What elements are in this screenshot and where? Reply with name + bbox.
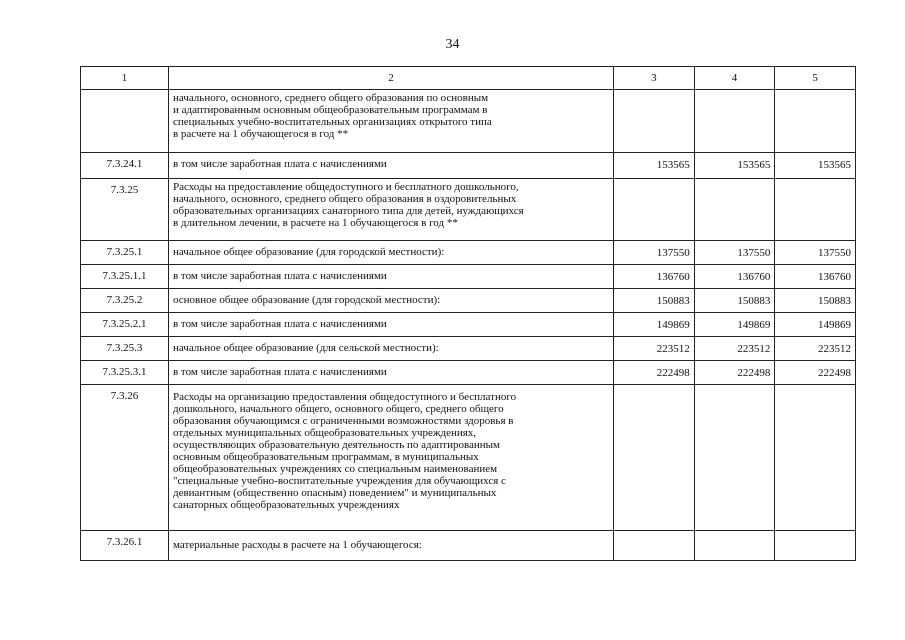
row-value-3: 137550 <box>614 241 695 265</box>
row-value-5 <box>775 179 856 241</box>
row-value-5: 222498 <box>775 361 856 385</box>
row-number: 7.3.26 <box>81 385 169 531</box>
header-col-4: 4 <box>694 67 775 90</box>
row-number: 7.3.25.3.1 <box>81 361 169 385</box>
row-value-3: 150883 <box>614 289 695 313</box>
row-value-4: 222498 <box>694 361 775 385</box>
row-number: 7.3.25.2.1 <box>81 313 169 337</box>
row-value-3: 136760 <box>614 265 695 289</box>
table-row <box>81 313 856 337</box>
row-number: 7.3.25.2 <box>81 289 169 313</box>
header-col-2: 2 <box>168 67 613 90</box>
table-row <box>81 385 856 531</box>
row-value-5: 149869 <box>775 313 856 337</box>
row-value-4 <box>694 90 775 153</box>
row-description: основное общее образование (для городской местности): <box>168 289 613 313</box>
row-value-3 <box>614 90 695 153</box>
row-value-4: 153565 <box>694 153 775 179</box>
row-number: 7.3.25.3 <box>81 337 169 361</box>
row-value-3 <box>614 179 695 241</box>
row-number <box>81 90 169 153</box>
table-row <box>81 531 856 561</box>
row-description: в том числе заработная плата с начислениями <box>168 265 613 289</box>
row-value-3: 223512 <box>614 337 695 361</box>
row-number: 7.3.24.1 <box>81 153 169 179</box>
table-row <box>81 90 856 153</box>
row-number: 7.3.26.1 <box>81 531 169 561</box>
row-description: в том числе заработная плата с начислениями <box>168 361 613 385</box>
row-value-3 <box>614 531 695 561</box>
header-col-5: 5 <box>775 67 856 90</box>
row-description: в том числе заработная плата с начислениями <box>168 313 613 337</box>
table-row <box>81 179 856 241</box>
table-row <box>81 153 856 179</box>
row-value-4 <box>694 179 775 241</box>
row-number: 7.3.25.1 <box>81 241 169 265</box>
row-description: начальное общее образование (для городской местности): <box>168 241 613 265</box>
row-value-3: 222498 <box>614 361 695 385</box>
row-value-5 <box>775 90 856 153</box>
table-row <box>81 361 856 385</box>
header-col-3: 3 <box>614 67 695 90</box>
row-description: Расходы на предоставление общедоступного и бесплатного дошкольного, начального, основного, среднего общего образования в оздоровительных образовательных организациях санаторного типа для детей, нуждающихся в длительном лечении, в расчете на 1 обучающегося в год ** <box>168 179 613 241</box>
row-description: начального, основного, среднего общего образования по основным и адаптированным основным общеобразовательным программам в специальных учебно-воспитательных организациях открытого типа в расчете на 1 обучающегося в год ** <box>168 90 613 153</box>
row-value-5: 150883 <box>775 289 856 313</box>
row-description: в том числе заработная плата с начислениями <box>168 153 613 179</box>
row-description: Расходы на организацию предоставления общедоступного и бесплатного дошкольного, начального общего, основного общего, среднего общего образования обучающимся с ограниченными возможностями здоровья в отдельных муниципальных общеобразовательных учреждениях, осуществляющих образовательную деятельность по адаптированным основным общеобразовательным программам, в муниципальных общеобразовательных учреждениях со специальным наименованием "специальные учебно-воспитательные учреждения для обучающихся с девиантным (общественно опасным) поведением" и муниципальных санаторных общеобразовательных учреждениях <box>168 385 613 531</box>
row-value-4 <box>694 385 775 531</box>
table-row <box>81 241 856 265</box>
row-value-5: 223512 <box>775 337 856 361</box>
header-col-1: 1 <box>81 67 169 90</box>
row-number: 7.3.25 <box>81 179 169 241</box>
row-value-5 <box>775 531 856 561</box>
row-value-4: 137550 <box>694 241 775 265</box>
row-value-3: 153565 <box>614 153 695 179</box>
table-row <box>81 337 856 361</box>
table-row <box>81 289 856 313</box>
table-row <box>81 265 856 289</box>
row-description: начальное общее образование (для сельской местности): <box>168 337 613 361</box>
row-number: 7.3.25.1.1 <box>81 265 169 289</box>
row-value-5: 136760 <box>775 265 856 289</box>
row-value-3: 149869 <box>614 313 695 337</box>
row-value-5 <box>775 385 856 531</box>
table-header-row <box>81 67 856 90</box>
row-value-4: 149869 <box>694 313 775 337</box>
budget-table <box>80 66 856 561</box>
row-description: материальные расходы в расчете на 1 обучающегося: <box>168 531 613 561</box>
row-value-5: 153565 <box>775 153 856 179</box>
row-value-5: 137550 <box>775 241 856 265</box>
row-value-4: 223512 <box>694 337 775 361</box>
page-number: 34 <box>445 37 460 52</box>
row-value-3 <box>614 385 695 531</box>
row-value-4 <box>694 531 775 561</box>
row-value-4: 136760 <box>694 265 775 289</box>
row-value-4: 150883 <box>694 289 775 313</box>
